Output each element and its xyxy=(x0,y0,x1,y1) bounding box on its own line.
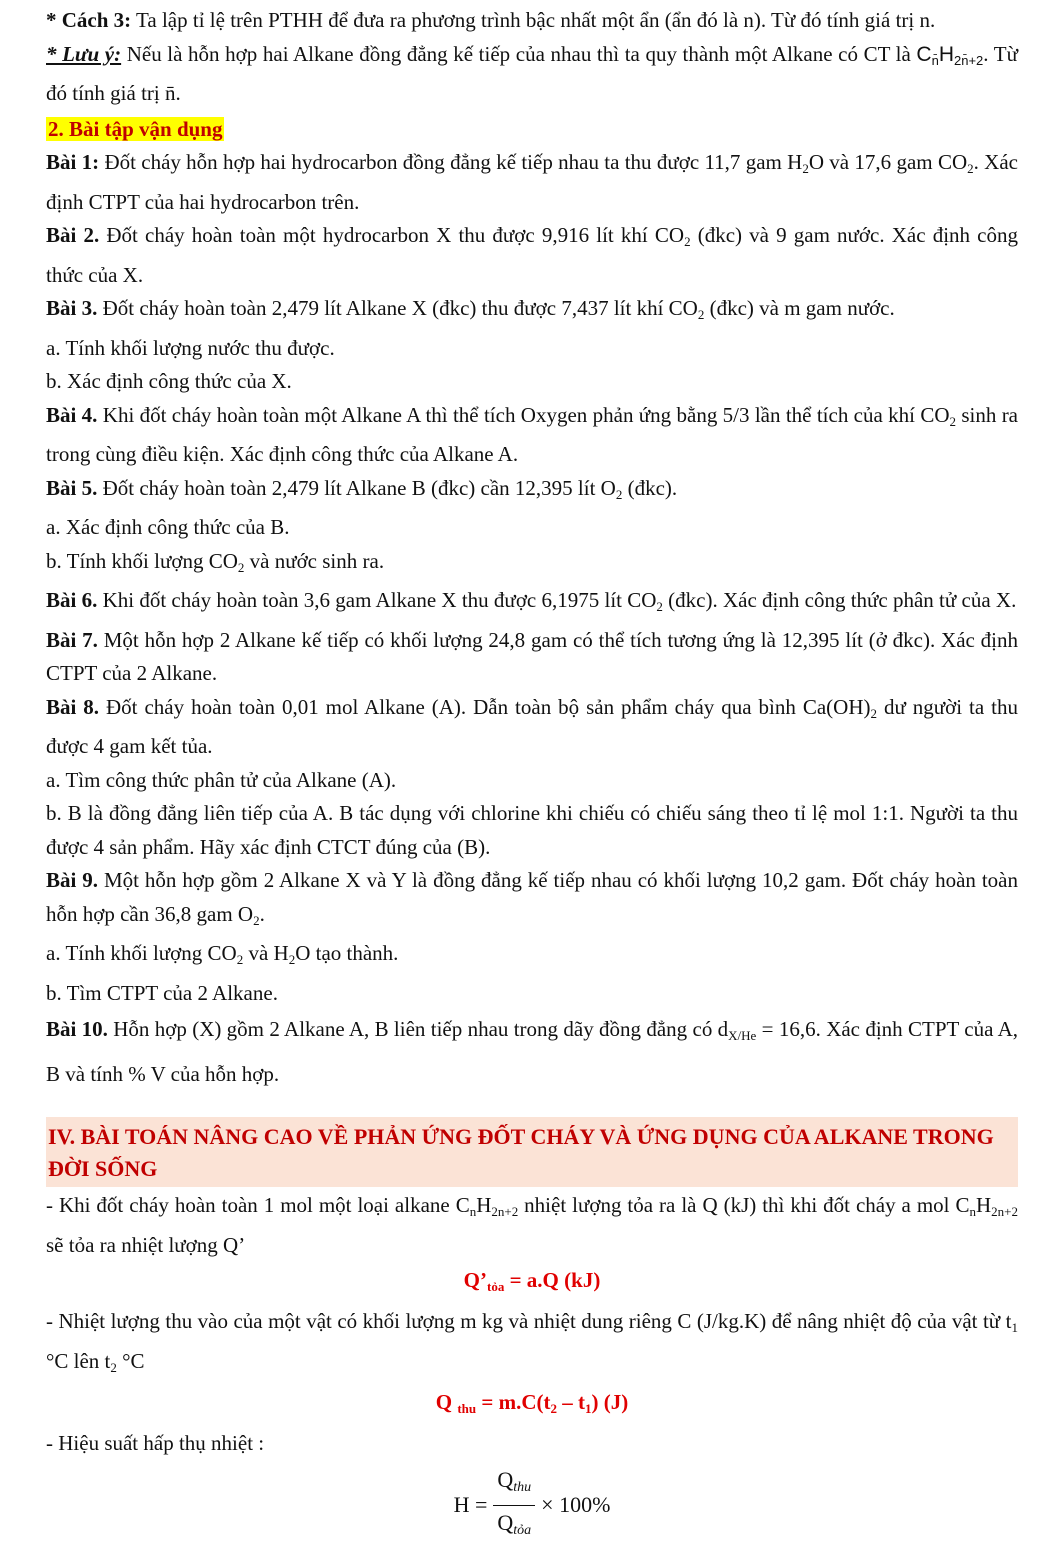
exercise-8b: b. B là đồng đẳng liên tiếp của A. B tác dụng với chlorine khi chiếu có chiếu sáng theo tỉ lệ mol 1:1. Người ta thu được 4 sản phẩm. Hãy xác định CTCT đúng của (B). xyxy=(46,801,1018,859)
exercise-6: Bài 6. Khi đốt cháy hoàn toàn 3,6 gam Alkane X thu được 6,1975 lít $CO_2$ (đkc). Xác định công thức phân tử của X. xyxy=(46,588,1017,614)
fraction-numerator: Qthu xyxy=(493,1465,535,1506)
exercise-1: Bài 1: Đốt cháy hỗn hợp hai hydrocarbon đồng đẳng kế tiếp nhau ta thu được 11,7 gam $H_2O$ và 17,6 gam $CO_2$. Xác định CTPT của hai hydrocarbon trên. xyxy=(46,150,1018,214)
exercise-3b: b. Xác định công thức của X. xyxy=(46,369,292,393)
paragraph-heat-release: - Khi đốt cháy hoàn toàn 1 mol một loại alkane $C_nH_{2n+2}$ nhiệt lượng tỏa ra là Q (kJ) thì khi đốt cháy a mol $C_nH_{2n+2}$ sẽ tỏa ra nhiệt lượng Q’ xyxy=(46,1193,1018,1257)
average-formula: $C_{n̄}H_{2n̄+2}$ xyxy=(916,42,984,68)
exercise-9b: b. Tìm CTPT của 2 Alkane. xyxy=(46,980,278,1005)
luu-y-label: * Lưu ý: xyxy=(46,41,122,66)
exercise-4: Bài 4. Khi đốt cháy hoàn toàn một Alkane A thì thể tích Oxygen phản ứng bằng 5/3 lần thể tích của khí $CO_2$ sinh ra trong cùng điều kiện. Xác định công thức của Alkane A. xyxy=(46,402,1019,466)
exercise-5: Bài 5. Đốt cháy hoàn toàn 2,479 lít Alkane B (đkc) cần 12,395 lít $O_2$ (đkc). xyxy=(46,475,678,502)
exercise-8a: a. Tìm công thức phân tử của Alkane (A). xyxy=(46,767,397,792)
equation-efficiency xyxy=(46,1465,1018,1546)
exercise-2: Bài 2. Đốt cháy hoàn toàn một hydrocarbon X thu được 9,916 lít khí $CO_2$ (đkc) và 9 gam nước. Xác định công thức của X. xyxy=(46,223,1018,287)
exercise-9a: a. Tính khối lượng $CO_2$ và $H_2O$ tạo thành. xyxy=(46,941,399,967)
section-4-heading: IV. BÀI TOÁN NÂNG CAO VỀ PHẢN ỨNG ĐỐT CHÁY VÀ ỨNG DỤNG CỦA ALKANE TRONG ĐỜI SỐNG xyxy=(46,1117,1018,1187)
exercise-8: Bài 8. Đốt cháy hoàn toàn 0,01 mol Alkane (A). Dẫn toàn bộ sản phẩm cháy qua bình $Ca(OH)_2$ dư người ta thu được 4 gam kết tủa. xyxy=(46,694,1019,758)
section-2-heading: 2. Bài tập vận dụng xyxy=(48,116,223,141)
exercise-5a: a. Xác định công thức của B. xyxy=(46,515,290,539)
paragraph-luu-y: * Lưu ý: Nếu là hỗn hợp hai Alkane đồng đẳng kế tiếp của nhau thì ta quy thành một Alkane có CT là $C_{n̄}H_{2n̄+2}$. Từ đó tính giá trị n̄. xyxy=(46,41,1018,105)
section-2-heading-row xyxy=(46,113,1018,147)
equation-q-toa: $Q’_{tỏa} = a.Q$ (kJ) xyxy=(463,1268,601,1294)
document-page xyxy=(46,4,1018,1546)
exercise-3a: a. Tính khối lượng nước thu được. xyxy=(46,335,335,360)
equation-q-thu: Q $_{thu} = m.C(t_2 - t_1)$ (J) xyxy=(435,1390,629,1416)
efficiency-lhs: H = xyxy=(453,1492,488,1518)
exercise-10: Bài 10. Hỗn hợp (X) gồm 2 Alkane A, B liên tiếp nhau trong dãy đồng đẳng có $d_{X/He} = 16,6$. Xác định CTPT của A, B và tính % V của hỗn hợp. xyxy=(46,1017,1019,1086)
exercise-3: Bài 3. Đốt cháy hoàn toàn 2,479 lít Alkane X (đkc) thu được 7,437 lít khí $CO_2$ (đkc) và m gam nước. xyxy=(46,296,895,322)
exercise-5b: b. Tính khối lượng $CO_2$ và nước sinh ra. xyxy=(46,548,385,575)
exercise-9: Bài 9. Một hỗn hợp gồm 2 Alkane X và Y là đồng đẳng kế tiếp nhau có khối lượng 10,2 gam. Đốt cháy hoàn toàn hỗn hợp cần 36,8 gam $O_2$. xyxy=(46,868,1019,928)
paragraph-cach3: * Cách 3: Ta lập tỉ lệ trên PTHH để đưa ra phương trình bậc nhất một ẩn (ẩn đó là n). Từ đó tính giá trị n. xyxy=(46,8,936,32)
density-formula: $d_{X/He} = 16,6$ xyxy=(717,1017,816,1043)
efficiency-fraction xyxy=(493,1465,535,1546)
exercise-7: Bài 7. Một hỗn hợp 2 Alkane kế tiếp có khối lượng 24,8 gam có thể tích tương ứng là 12,395 lít (ở đkc). Xác định CTPT của 2 Alkane. xyxy=(46,627,1018,685)
fraction-denominator: Qtỏa xyxy=(497,1509,532,1538)
paragraph-heat-absorbed: - Nhiệt lượng thu vào của một vật có khối lượng m kg và nhiệt dung riêng C (J/kg.K) để nâng nhiệt độ của vật từ $t_1$ °C lên $t_2$ °C xyxy=(46,1309,1018,1375)
cach3-label: * Cách 3: xyxy=(46,8,132,32)
paragraph-efficiency: - Hiệu suất hấp thụ nhiệt : xyxy=(46,1431,265,1455)
efficiency-rhs: × 100% xyxy=(541,1492,611,1518)
